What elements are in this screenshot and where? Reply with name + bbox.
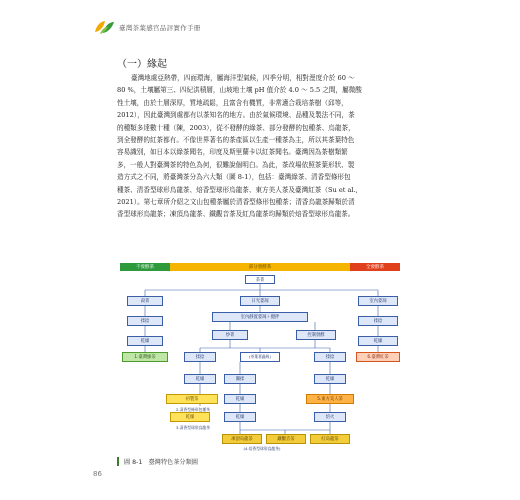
section-title: （一）緣起 [117,59,167,70]
node-red-oolong: 紅烏龍茶 [310,434,350,444]
figure-caption [117,457,198,466]
caption-text: 圖 8-1 臺灣特色茶分類圖 [124,459,198,466]
node-tea-leaf: 茶菁 [245,275,275,284]
node-kill-green-1: 殺菁 [127,296,163,306]
band-fully-fermented: 全發酵茶 [350,263,400,271]
node-indoor-wither: 室內萎凋 [358,296,398,306]
page-number: 86 [93,470,102,478]
node-dry-c: 乾燥 [170,412,210,422]
node-dongding-oolong: 凍頂烏龍茶 [222,434,262,444]
node-dry-b: 乾燥 [224,412,256,422]
node-roll-3: 揉捻 [314,352,346,362]
node-pouchong-label: 2.清香型條形包種茶 [160,406,226,414]
band-unfermented: 不發酵茶 [120,263,170,271]
node-roll-red: 揉捻 [358,316,398,326]
paragraph-line: 性土壤，由於土層深厚，質地疏鬆，且富含有機質，非常適合栽培茶樹（邱等， [117,98,348,107]
paragraph-line: 的種類多達數十種（陳，2003），從不發酵的綠茶、部分發酵的包種茶、烏龍茶， [117,123,355,132]
node-oolong-qing-label: 3.清香型球形烏龍茶 [160,424,226,432]
node-mao-cha: 初製茶 [166,394,218,404]
node-oriental-beauty: 5.東方美人茶 [306,394,354,404]
paragraph-line: 臺灣地處亞熱帶，四面環海，屬海洋型氣候，四季分明，相對溼度介於 60 ～ [131,74,355,82]
node-sun-wither: 日光萎凋 [240,296,280,306]
paragraph-line: 容易識別，如日本以綠茶聞名，印度及斯里蘭卡以紅茶聞名。臺灣因為茶樹類繁 [117,148,348,157]
node-stir-wither: 室內靜置萎凋＋攪拌 [212,312,308,322]
paragraph-line: 香型球形烏龍茶；凍頂烏龍茶、鐵觀音茶及紅烏龍茶均歸類於焙香型球形烏龍茶。 [117,210,355,219]
node-ferment-red: 乾燥 [358,336,398,346]
node-cloth-roll: 團揉 [224,374,256,384]
paragraph-line: 2012），因此臺灣到處都有以茶知名的地方。由於氣候環境、品種及製法不同，茶 [117,111,355,120]
paragraph-line: 種茶、清香型球形烏龍茶、焙香型球形烏龍茶、東方美人茶及臺灣紅茶（Su et al., [117,185,358,194]
node-taiwan-black-tea: 6.臺灣紅茶 [356,352,400,362]
caption-marker [117,457,119,466]
node-ferment-control: 控制發酵 [296,330,336,340]
header-title: 臺灣茶葉感官品評實作手冊 [119,23,201,32]
node-taiwan-green-tea: 1.臺灣綠茶 [122,352,168,362]
node-insect-bite: (茶葉著蟲吸) [240,352,280,362]
body-paragraph [117,72,411,221]
paragraph-line: 多，一般人對臺灣茶的特色為何，很難說個明白。為此，茶改場依照茶葉形狀、製 [117,160,355,169]
node-roll-2: 揉捻 [184,352,216,362]
page-header [93,19,201,35]
node-dry-3: 乾燥 [314,374,346,384]
paragraph-line: 造方式之不同，將臺灣茶分為六大類（圖 8-1），包括：臺灣綠茶、清香型條形包 [117,173,351,182]
node-tieguanyin: 鐵觀音茶 [266,434,306,444]
node-dry-2: 乾燥 [184,374,216,384]
band-partial-fermented: 部分發酵茶 [170,263,350,271]
node-dry-a: 乾燥 [224,394,256,404]
node-roll-1: 揉捻 [127,316,163,326]
node-dry-1: 乾燥 [127,336,163,346]
paragraph-line: 80 %，土壤屬第三、四紀洪積層，山坡地土壤 pH 值介於 4.0 ～ 5.5 之間，屬微酸 [117,86,362,95]
node-roasted-oolong-label: (4.焙香型球形烏龍茶) [222,445,302,453]
tea-leaf-logo-icon [93,19,115,35]
node-roast: 焙火 [314,412,346,422]
node-kill-green-2: 炒菁 [212,330,248,340]
paragraph-line: 到全發酵的紅茶都有。不像世界著名的茶產區以生產一種茶為主，所以其茶葉特色 [117,135,355,144]
paragraph-line: 2021）。第七章所介紹之文山包種茶屬於清香型條形包種茶；清香烏龍茶歸類於清 [117,197,355,206]
